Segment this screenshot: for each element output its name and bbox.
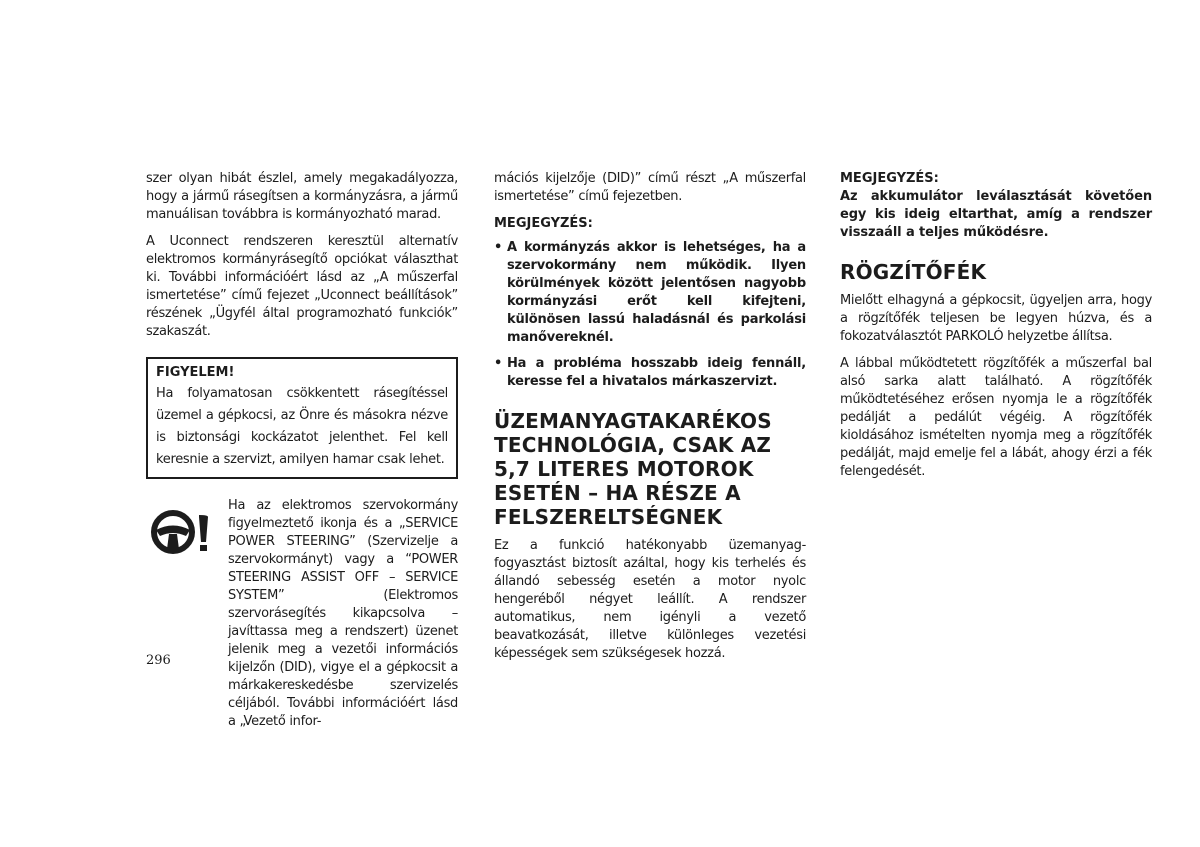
- section-heading: RÖGZÍTŐFÉK: [840, 260, 987, 284]
- paragraph: Ez a funkció hatékonyabb üzemanyag-fogyasztást biztosít azáltal, hogy kis terhelés és állandó sebesség esetén a motor nyolc hengeréből négyet leállít. A rendszer automatikus, nem igényli a vezető beavatkozását, illetve különleges vezetési képességek sem szükségesek hozzá.: [494, 538, 806, 661]
- note-title: MEGJEGYZÉS:: [494, 216, 593, 231]
- paragraph: A lábbal működtetett rögzítőfék a műszerfal bal alsó sarka alatt található. A rögzítőfék működtetéséhez erősen nyomja le a rögzítőfék pedálját a pedálút végéig. A rögzítőfék kioldásához ismételten nyomja meg a rögzítőfék pedálját, majd emelje fel a lábát, ahogy érzi a fék felengedését.: [840, 356, 1152, 479]
- paragraph: Ha az elektromos szervokormány figyelmeztető ikonja és a „SERVICE POWER STEERING” (Szervizelje a szervokormányt) vagy a “POWER STEERING ASSIST OFF – SERVICE SYSTEM” (Elektromos szervorásegítés kikapcsolva – javíttassa meg a rendszert) üzenet jelenik meg a vezetői információs kijelzőn (DID), vigye el a gépkocsit a márkakereskedésbe szervizelés céljából. További információért lásd a „Vezető infor-: [228, 498, 458, 729]
- paragraph: szer olyan hibát észlel, amely megakadályozza, hogy a jármű rásegítsen a kormányzásra, a jármű manuálisan továbbra is kormányozható marad.: [146, 171, 458, 222]
- page-number: 296: [146, 653, 171, 668]
- bullet-list: [494, 239, 806, 391]
- warning-title: FIGYELEM!: [156, 365, 235, 380]
- note-title: MEGJEGYZÉS:: [840, 171, 939, 186]
- warning-text: Ha folyamatosan csökkentett rásegítéssel üzemel a gépkocsi, az Önre és másokra nézve is biztonsági kockázatot jelenthet. Fel kell keresnie a szervizt, amilyen hamar csak lehet.: [156, 386, 448, 467]
- bullet-item: • A kormányzás akkor is lehetséges, ha a szervokormány nem működik. Ilyen körülmények között jelentősen nagyobb kormányzási erőt kell kifejteni, különösen lassú haladásnál és parkolási manővereknél.: [494, 239, 806, 347]
- column-3: [840, 170, 1152, 481]
- paragraph: Mielőtt elhagyná a gépkocsit, ügyeljen arra, hogy a rögzítőfék teljesen be legyen húzva, és a fokozatválasztót PARKOLÓ helyzetbe állítsa.: [840, 293, 1152, 344]
- paragraph: mációs kijelzője (DID)” című részt „A műszerfal ismertetése” című fejezetben.: [494, 171, 806, 204]
- bullet-item: • Ha a probléma hosszabb ideig fennáll, keresse fel a hivatalos márkaszervizt.: [494, 355, 806, 391]
- steering-warning-icon: [150, 507, 220, 557]
- column-1: [146, 170, 458, 731]
- icon-paragraph: [146, 497, 458, 731]
- paragraph: A Uconnect rendszeren keresztül alternatív elektromos kormányrásegítő opciókat választhat ki. További információért lásd az „A műszerfal ismertetése” című fejezet „Uconnect beállítások” részének „Ügyfél által programozható funkciók” szakaszát.: [146, 234, 458, 339]
- warning-box: [146, 357, 458, 479]
- section-heading: ÜZEMANYAGTAKARÉKOS TECHNOLÓGIA, CSAK AZ 5,7 LITERES MOTOROK ESETÉN – HA RÉSZE A FELSZERELTSÉGNEK: [494, 409, 772, 529]
- note-text: Az akkumulátor leválasztását követően egy kis ideig eltarthat, amíg a rendszer visszaáll a teljes működésre.: [840, 189, 1152, 240]
- column-2: [494, 170, 806, 663]
